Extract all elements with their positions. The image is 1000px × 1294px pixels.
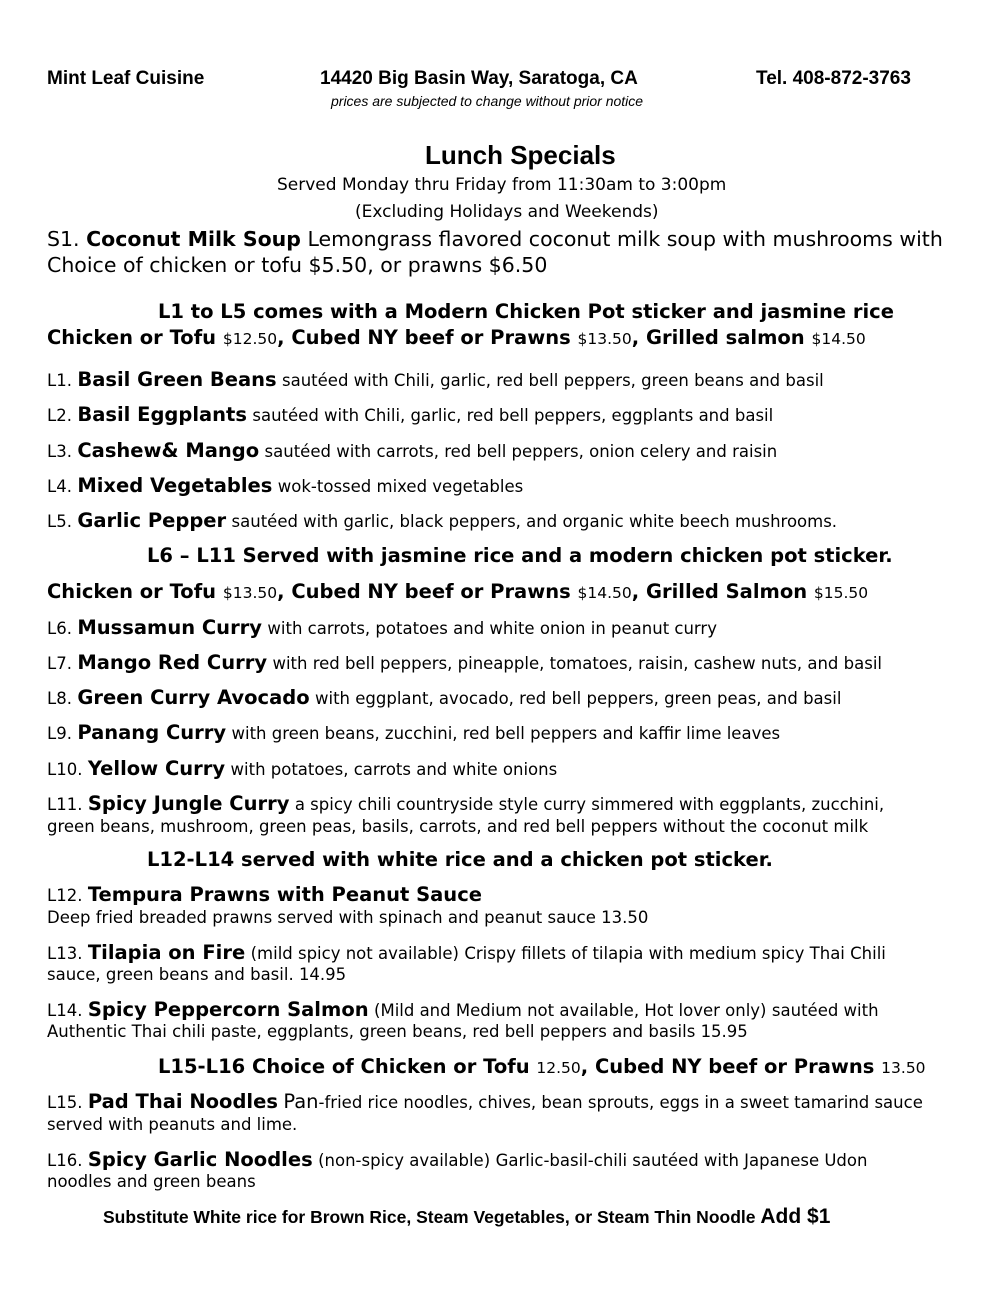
item-desc: Crispy fillets of tilapia with medium spicy Thai Chili [464, 944, 886, 963]
restaurant-phone: Tel. 408-872-3763 [756, 68, 911, 89]
item-code: L8. [47, 689, 72, 708]
menu-item [47, 403, 773, 426]
menu-item [47, 941, 886, 964]
item-code: L4. [47, 477, 72, 496]
item-code: L13. [47, 944, 83, 963]
item-name: Yellow Curry [87, 757, 226, 780]
item-name: Basil Eggplants [77, 403, 247, 426]
group2-heading: L6 – L11 Served with jasmine rice and a modern chicken pot sticker. [147, 544, 893, 567]
group4-price1: 12.50 [536, 1059, 581, 1077]
restaurant-address: 14420 Big Basin Way, Saratoga, CA [320, 68, 638, 89]
menu-item [47, 616, 717, 639]
menu-item [47, 651, 882, 674]
item-desc: a spicy chili countryside style curry simmered with eggplants, zucchini, [294, 795, 885, 814]
item-desc-cont: served with peanuts and lime. [47, 1115, 298, 1134]
group2-option1: Chicken or Tofu [47, 580, 217, 603]
menu-item [47, 509, 837, 532]
item-desc: with green beans, zucchini, red bell peppers and kaffir lime leaves [231, 724, 781, 743]
item-name: Spicy Peppercorn Salmon [87, 998, 369, 1021]
item-desc: sautéed with garlic, black peppers, and organic white beech mushrooms. [231, 512, 838, 531]
item-desc: with eggplant, avocado, red bell peppers, green peas, and basil [315, 689, 842, 708]
group1-heading: L1 to L5 comes with a Modern Chicken Pot sticker and jasmine rice [158, 300, 894, 323]
item-desc: sautéed with carrots, red bell peppers, onion celery and raisin [264, 442, 778, 461]
item-code: L5. [47, 512, 72, 531]
item-note: (Mild and Medium not available, Hot lover only) [374, 1001, 767, 1020]
item-name: Cashew& Mango [77, 439, 260, 462]
item-desc: -fried rice noodles, chives, bean sprouts, eggs in a sweet tamarind sauce [318, 1093, 923, 1112]
soup-code: S1. [47, 227, 80, 251]
item-code: L2. [47, 406, 72, 425]
substitute-note [103, 1205, 830, 1229]
group2-price1: $13.50 [222, 584, 278, 602]
item-desc: sautéed with Chili, garlic, red bell peppers, green beans and basil [282, 371, 824, 390]
menu-item [47, 439, 777, 462]
group4-option1: L15-L16 Choice of Chicken or Tofu [158, 1055, 530, 1078]
group4-price2: 13.50 [881, 1059, 926, 1077]
served-hours: Served Monday thru Friday from 11:30am to 3:00pm [277, 175, 727, 195]
group1-price2: $13.50 [577, 330, 632, 348]
group1-option3: Grilled salmon [645, 326, 805, 349]
item-name: Panang Curry [77, 721, 227, 744]
substitute-text: Substitute White rice for Brown Rice, Steam Vegetables, or Steam Thin Noodle [103, 1207, 756, 1227]
item-code: L11. [47, 795, 83, 814]
page-title: Lunch Specials [425, 140, 616, 170]
substitute-price: Add $1 [760, 1205, 831, 1228]
group1-prices: Chicken or Tofu $12.50, Cubed NY beef or Prawns $13.50, Grilled salmon $14.50 [47, 326, 866, 349]
item-code: L10. [47, 760, 83, 779]
menu-item [47, 792, 884, 815]
item-name: Spicy Jungle Curry [87, 792, 290, 815]
group4-option2: Cubed NY beef or Prawns [594, 1055, 875, 1078]
menu-item [47, 998, 879, 1021]
item-name: Mango Red Curry [77, 651, 268, 674]
group1-price1: $12.50 [222, 330, 278, 348]
group1-option2: Cubed NY beef or Prawns [291, 326, 571, 349]
group2-option2: Cubed NY beef or Prawns [291, 580, 571, 603]
item-code: L12. [47, 886, 83, 905]
menu-item [47, 721, 780, 744]
item-desc: wok-tossed mixed vegetables [277, 477, 524, 496]
item-code: L7. [47, 654, 72, 673]
item-desc: with potatoes, carrots and white onions [230, 760, 558, 779]
item-name: Spicy Garlic Noodles [87, 1148, 313, 1171]
item-name: Pad Thai Noodles [87, 1090, 278, 1113]
menu-item [47, 686, 841, 709]
menu-item [47, 883, 482, 906]
soup-line1 [47, 227, 943, 251]
soup-name: Coconut Milk Soup [86, 227, 301, 251]
menu-item [47, 368, 824, 391]
item-desc: Deep fried breaded prawns served with spinach and peanut sauce 13.50 [47, 908, 649, 927]
item-desc-cont: sauce, green beans and basil. 14.95 [47, 965, 347, 984]
excluding-note: (Excluding Holidays and Weekends) [355, 202, 659, 222]
item-desc: with red bell peppers, pineapple, tomatoes, raisin, cashew nuts, and basil [272, 654, 882, 673]
item-code: L15. [47, 1093, 83, 1112]
item-code: L14. [47, 1001, 83, 1020]
item-note: (non-spicy available) [318, 1151, 491, 1170]
item-name: Basil Green Beans [77, 368, 277, 391]
soup-line2: Choice of chicken or tofu $5.50, or prawns $6.50 [47, 253, 548, 277]
menu-item [47, 757, 557, 780]
soup-desc: Lemongrass flavored coconut milk soup with mushrooms with [307, 227, 943, 251]
item-code: L1. [47, 371, 72, 390]
item-name: Green Curry Avocado [77, 686, 310, 709]
item-name: Tilapia on Fire [87, 941, 246, 964]
item-name: Mixed Vegetables [77, 474, 273, 497]
group1-price3: $14.50 [811, 330, 866, 348]
item-code: L9. [47, 724, 72, 743]
menu-item [47, 1148, 867, 1171]
item-name: Mussamun Curry [77, 616, 263, 639]
item-code: L3. [47, 442, 72, 461]
group1-option1: Chicken or Tofu [47, 326, 217, 349]
restaurant-name: Mint Leaf Cuisine [47, 68, 205, 89]
item-code: L6. [47, 619, 72, 638]
item-desc-lead: Pan [283, 1090, 319, 1113]
item-desc-cont: green beans, mushroom, green peas, basils, carrots, and red bell peppers without the coconut milk [47, 817, 869, 836]
item-desc-cont: noodles and green beans [47, 1172, 256, 1191]
group2-prices: Chicken or Tofu $13.50, Cubed NY beef or Prawns $14.50, Grilled Salmon $15.50 [47, 580, 869, 603]
menu-item [47, 1090, 923, 1113]
group4-heading: L15-L16 Choice of Chicken or Tofu 12.50, Cubed NY beef or Prawns 13.50 [158, 1055, 926, 1078]
item-name: Garlic Pepper [77, 509, 227, 532]
price-note: prices are subjected to change without prior notice [331, 93, 644, 109]
item-desc: with carrots, potatoes and white onion in peanut curry [267, 619, 717, 638]
item-code: L16. [47, 1151, 83, 1170]
item-name: Tempura Prawns with Peanut Sauce [87, 883, 482, 906]
group2-price3: $15.50 [813, 584, 869, 602]
item-note: (mild spicy not available) [250, 944, 459, 963]
group2-price2: $14.50 [577, 584, 632, 602]
item-desc: sautéed with [771, 1001, 879, 1020]
group3-heading: L12-L14 served with white rice and a chicken pot sticker. [147, 848, 773, 871]
menu-item [47, 474, 523, 497]
group2-option3: Grilled Salmon [645, 580, 808, 603]
item-desc: sautéed with Chili, garlic, red bell peppers, eggplants and basil [252, 406, 774, 425]
item-desc: Garlic-basil-chili sautéed with Japanese Udon [495, 1151, 868, 1170]
item-desc-cont: Authentic Thai chili paste, eggplants, green beans, red bell peppers and basils 15.95 [47, 1022, 748, 1041]
